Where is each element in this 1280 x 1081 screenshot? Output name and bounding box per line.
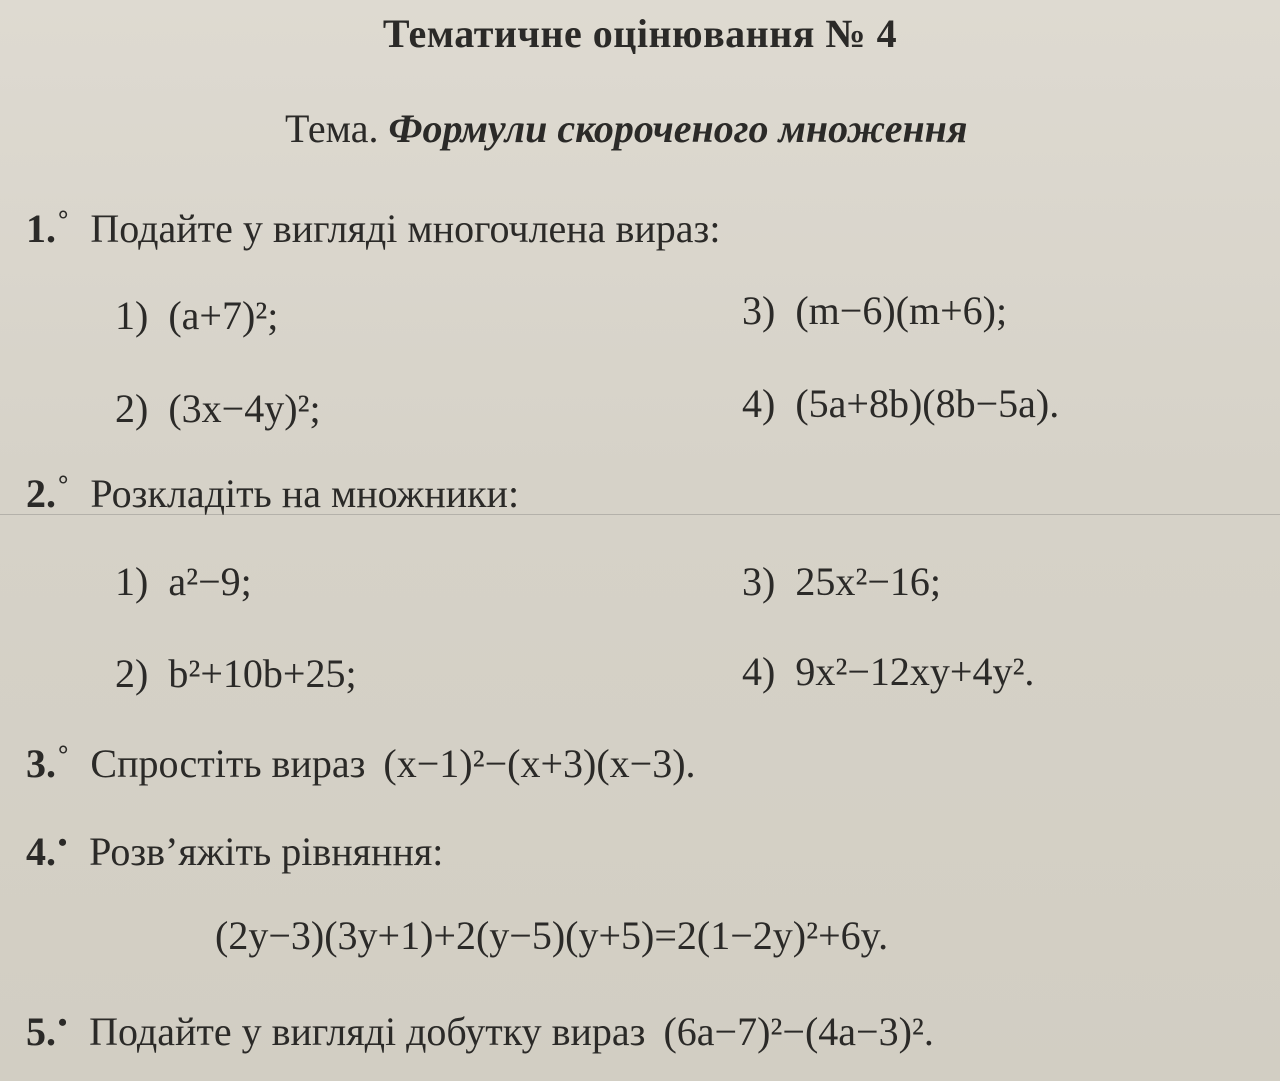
topic-label: Тема. — [285, 106, 379, 151]
math-expression: a²−9; — [168, 559, 252, 604]
task-number: 2.° — [26, 470, 69, 516]
math-expression: 9x²−12xy+4y². — [795, 649, 1035, 694]
page-title: Тематичне оцінювання № 4 — [382, 11, 898, 56]
task-2-item-3: 3) 25x²−16; — [742, 559, 941, 604]
task-1-text: Подайте у вигляді многочлена вираз: — [90, 206, 721, 251]
task-1-header — [26, 205, 720, 252]
topic-name: Формули скороченого множення — [388, 106, 968, 151]
task-5 — [26, 1008, 934, 1055]
task-number: 1.° — [26, 205, 69, 251]
task-4-equation: (2y−3)(3y+1)+2(y−5)(y+5)=2(1−2y)²+6y. — [215, 913, 889, 958]
task-number: 4.• — [26, 828, 68, 874]
task-5-text: Подайте у вигляді добутку вираз — [89, 1009, 646, 1054]
task-3-expression: (x−1)²−(x+3)(x−3). — [383, 741, 696, 786]
task-2-text: Розкладіть на множники: — [90, 471, 520, 516]
topic-line — [285, 105, 967, 152]
task-number: 5.• — [26, 1008, 68, 1054]
math-expression: (3x−4y)²; — [168, 386, 321, 431]
math-expression: (5a+8b)(8b−5a). — [795, 381, 1060, 426]
task-number: 3.° — [26, 740, 69, 786]
task-3 — [26, 740, 696, 787]
task-1-item-2: 2) (3x−4y)²; — [115, 386, 321, 431]
math-expression: (a+7)²; — [168, 293, 279, 338]
math-expression: b²+10b+25; — [168, 651, 357, 696]
task-2-item-4: 4) 9x²−12xy+4y². — [742, 649, 1035, 694]
task-4-text: Розв’яжіть рівняння: — [89, 829, 444, 874]
task-2-item-1: 1) a²−9; — [115, 559, 252, 604]
task-3-text: Спростіть вираз — [90, 741, 366, 786]
task-2-item-2: 2) b²+10b+25; — [115, 651, 357, 696]
math-expression: (m−6)(m+6); — [795, 288, 1008, 333]
task-4-header — [26, 828, 443, 875]
task-2-header — [26, 470, 519, 517]
task-1-item-3: 3) (m−6)(m+6); — [742, 288, 1008, 333]
task-5-expression: (6a−7)²−(4a−3)². — [663, 1009, 934, 1054]
math-expression: 25x²−16; — [795, 559, 941, 604]
task-1-item-4: 4) (5a+8b)(8b−5a). — [742, 381, 1060, 426]
task-1-item-1: 1) (a+7)²; — [115, 293, 279, 338]
